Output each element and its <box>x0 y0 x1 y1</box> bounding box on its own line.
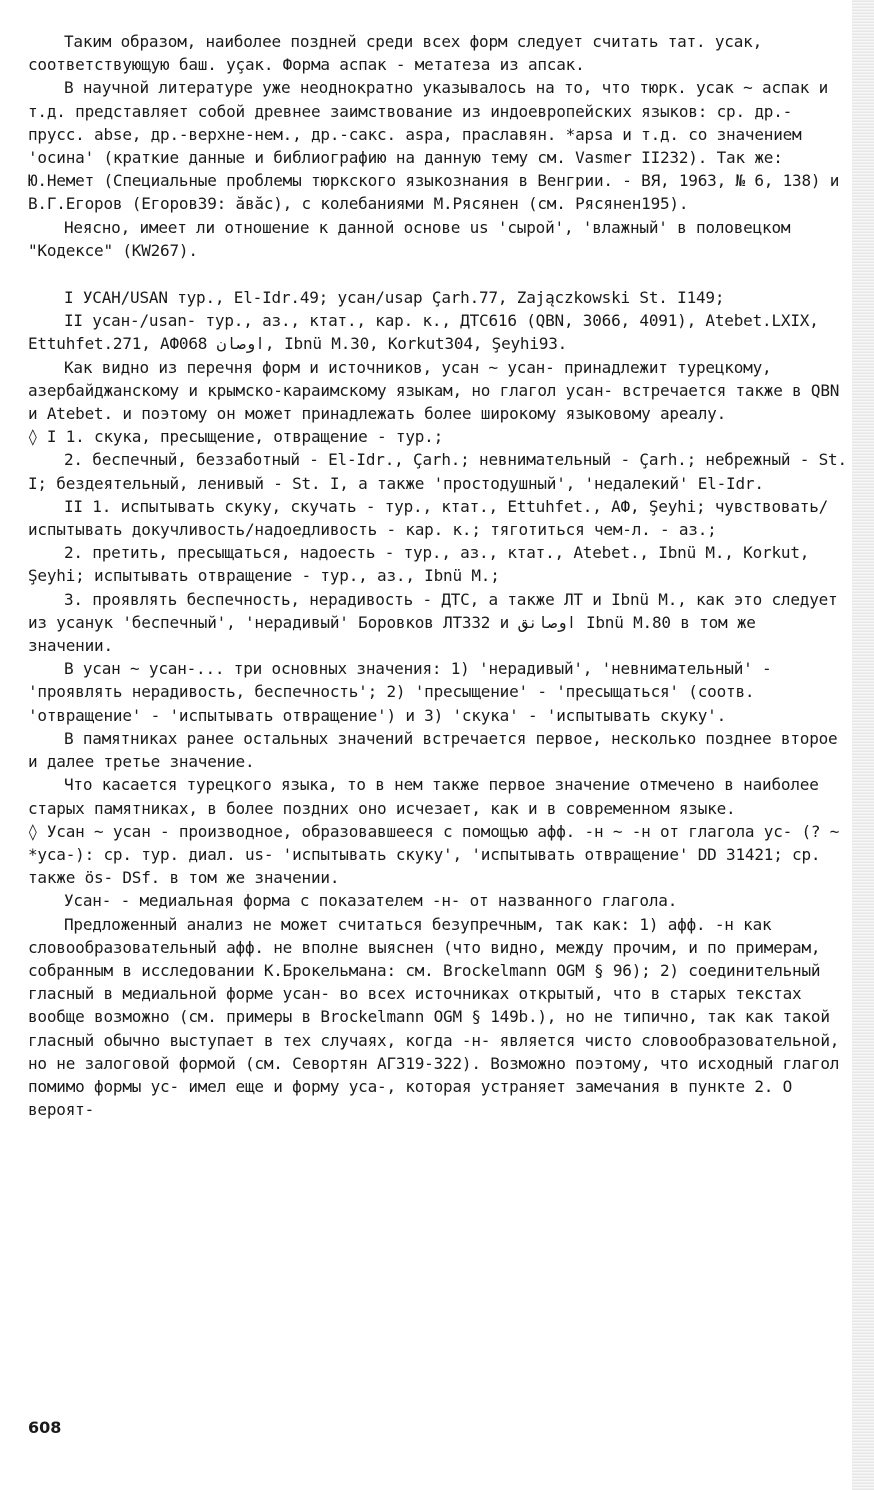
paragraph-distribution: Как видно из перечня форм и источников, усан ~ усан- принадлежит турецкому, азербайджанскому и крымско-караимскому языкам, но глагол усан- встречается также в QBN и Atebet. и поэтому он может принадлежать более широкому языковому ареалу. <box>28 357 840 424</box>
paragraph-3: Неясно, имеет ли отношение к данной основе us 'сырой', 'влажный' в половецком "Кодексе" (KW267). <box>28 217 791 260</box>
entry-headword-1: I УСАН/USAN тур., El-Idr.49; усан/usap Çarh.77, Zajączkowski St. I149; <box>64 288 725 308</box>
document-page <box>28 30 848 1121</box>
paragraph-three-meanings: В усан ~ усан-... три основных значения: 1) 'нерадивый', 'невнимательный' - 'проявлять нерадивость, беспечность'; 2) 'пресыщение' - 'пресыщаться' (соотв. 'отвращение' - 'испытывать отвращение') и 3) 'скука' - 'испытывать скуку'. <box>28 659 772 725</box>
paragraph-monuments: В памятниках ранее остальных значений встречается первое, несколько позднее второе и далее третье значение. <box>28 728 838 772</box>
entry-headword-2: II усан-/usan- тур., аз., ктат., кар. к., ДТС616 (QBN, 3066, 4091), Atebet.LXIX, Ettuhfet.271, АФ068 اوصان, Ibnü M.30, Korkut304, Şeyhi93. <box>28 311 819 354</box>
meaning-ii-2: 2. претить, пресыщаться, надоесть - тур., аз., ктат., Atebet., Ibnü M., Korkut, Şeyhi; испытывать отвращение - тур., аз., Ibnü M.; <box>28 543 810 586</box>
meaning-ii-1: II 1. испытывать скуку, скучать - тур., ктат., Ettuhfet., АФ, Şeyhi; чувствовать/испытывать докучливость/надоедливость - кар. к.; тяготиться чем-л. - аз.; <box>28 496 829 540</box>
meaning-ii-3: 3. проявлять беспечность, нерадивость - ДТС, а также ЛТ и Ibnü M., как это следует из усанук 'беспечный', 'нерадивый' Боровков ЛТ332 и اوصانق Ibnü M.80 в том же значении. <box>28 589 838 656</box>
page-number: 608 <box>28 1418 62 1437</box>
meaning-i-2: 2. беспечный, беззаботный - El-Idr., Çarh.; невнимательный - Çarh.; небрежный - St. I; бездеятельный, ленивый - St. I, а также 'простодушный', 'недалекий' El-Idr. <box>28 450 847 493</box>
paragraph-turkish: Что касается турецкого языка, то в нем также первое значение отмечено в наиболее старых памятниках, в более поздних оно исчезает, как и в современном языке. <box>28 775 819 818</box>
scan-edge-artifact <box>852 0 874 1490</box>
etymology-paragraph: ◊ Усан ~ усан - производное, образовавшееся с помощью афф. -н ~ -н от глагола ус- (? ~ *уса-): ср. тур. диал. us- 'испытывать скуку', 'испытывать отвращение' DD 31421; ср. также ös- DSf. в том же значении. <box>28 821 840 888</box>
analysis-paragraph: Предложенный анализ не может считаться безупречным, так как: 1) афф. -н как словообразовательный афф. не вполне выяснен (что видно, между прочим, и по примерам, собранным в исследовании К.Брокельмана: см. Brockelmann OGM § 96); 2) соединительный гласный в медиальной форме усан- во всех источниках открытый, что в старых текстах вообще возможно (см. примеры в Brockelmann OGM § 149b.), но не типично, так как такой гласный обычно выступает в тех случаях, когда -н- является чисто словообразовательной, но не залоговой формой (см. Севортян АГ319-322). Возможно поэтому, что исходный глагол помимо формы ус- имел еще и форму уса-, которая устраняет замечания в пункте 2. О вероят- <box>28 914 840 1120</box>
meaning-i-1: ◊ I 1. скука, пресыщение, отвращение - тур.; <box>28 427 444 447</box>
paragraph-1: Таким образом, наиболее поздней среди всех форм следует считать тат. усак, соответствующую баш. уҫак. Форма аспак - метатеза из апсак. <box>28 32 763 75</box>
medial-form-paragraph: Усан- - медиальная форма с показателем -н- от названного глагола. <box>64 891 678 911</box>
paragraph-2: В научной литературе уже неоднократно указывалось на то, что тюрк. усак ~ аспак и т.д. представляет собой древнее заимствование из индоевропейских языков: ср. др.-прусс. abse, др.-верхне-нем., др.-сакс. aspa, праславян. *apsa и т.д. со значением 'осина' (краткие данные и библиографию на данную тему см. Vasmer II232). Так же: Ю.Немет (Специальные проблемы тюркского языкознания в Венгрии. - ВЯ, 1963, № 6, 138) и В.Г.Егоров (Егоров39: ăвăс), с колебаниями М.Рясянен (см. Рясянен195). <box>28 78 840 214</box>
